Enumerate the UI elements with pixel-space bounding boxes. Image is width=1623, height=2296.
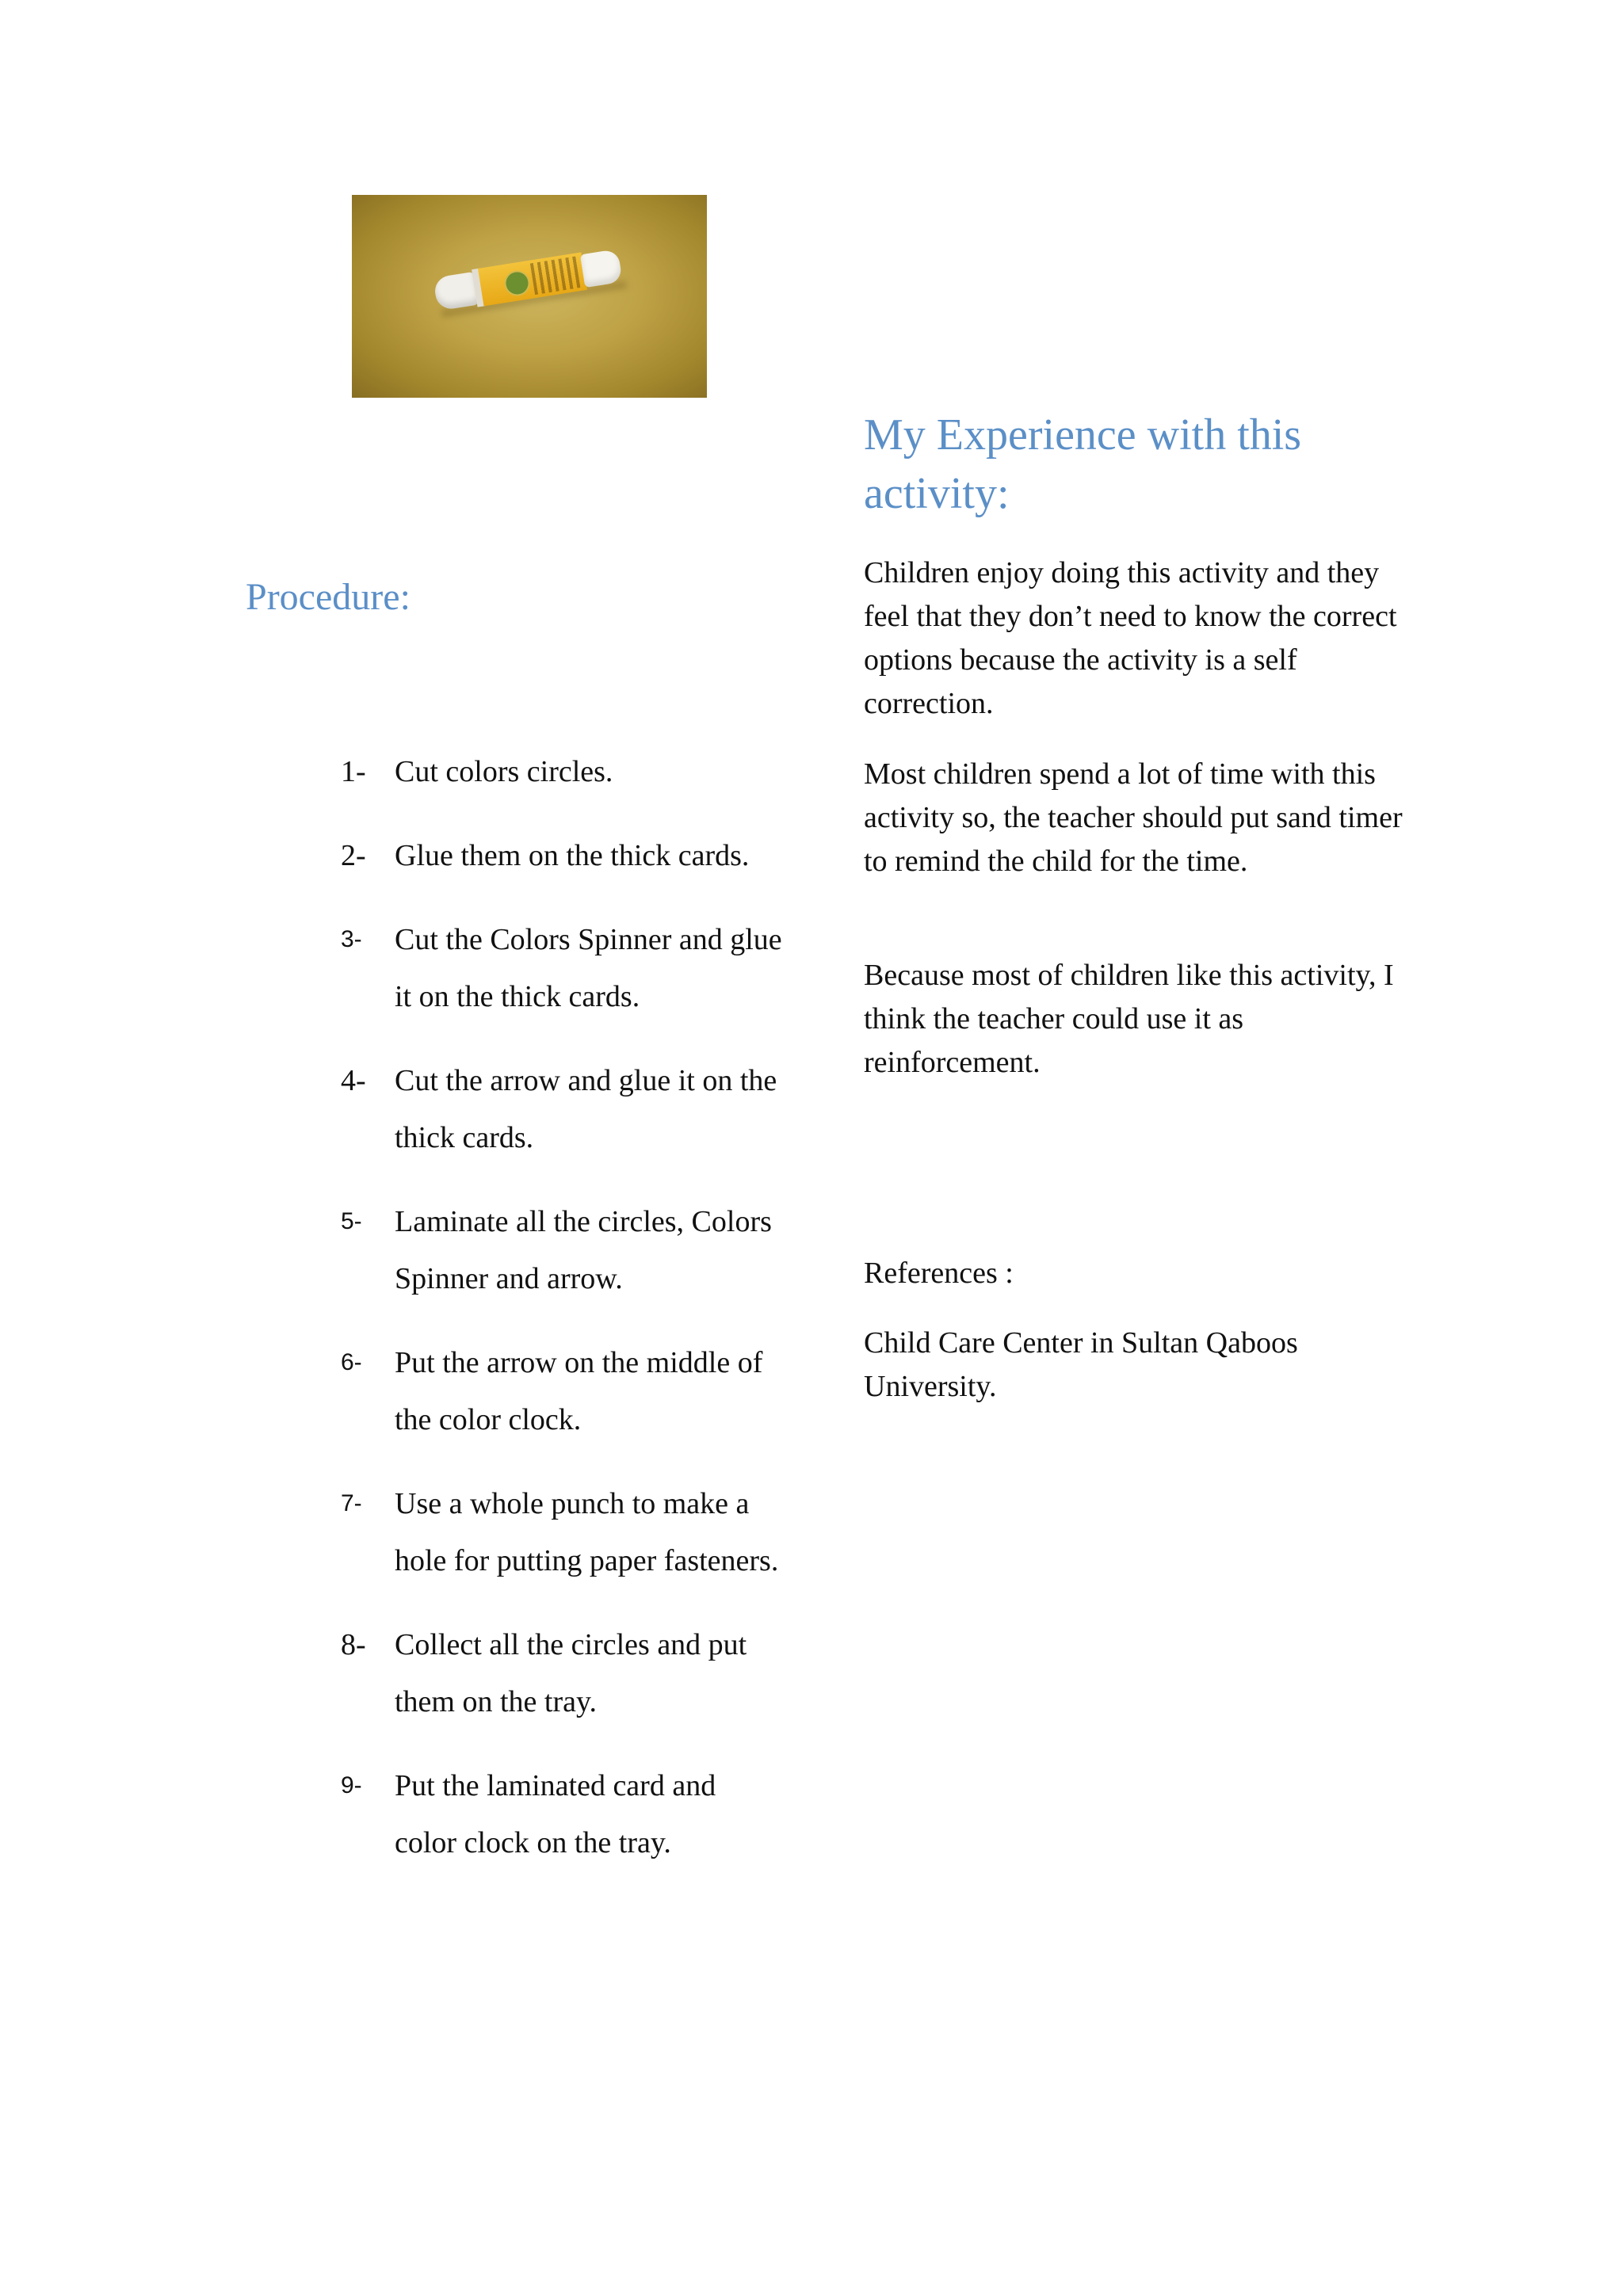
procedure-step [341,1193,785,1307]
procedure-step [341,827,785,884]
step-number: 1- [341,755,366,788]
procedure-step [341,1616,785,1730]
step-number: 6- [341,1349,362,1375]
step-text: Put the arrow on the middle of the color clock. [395,1346,763,1436]
step-number: 3- [341,926,362,952]
procedure-heading: Procedure: [246,576,411,618]
step-text: Glue them on the thick cards. [395,839,750,872]
step-text: Collect all the circles and put them on the tray. [395,1628,747,1718]
step-text: Use a whole punch to make a hole for putting paper fasteners. [395,1487,779,1577]
references-label: References : [864,1257,1014,1290]
step-text: Cut colors circles. [395,755,613,788]
procedure-step [341,1757,785,1871]
experience-paragraph: Most children spend a lot of time with this activity so, the teacher should put sand timer to remind the child for the time. [864,757,1403,878]
references-text: Child Care Center in Sultan Qaboos University. [864,1326,1298,1403]
procedure-step [341,911,785,1025]
step-text: Put the laminated card and color clock on the tray. [395,1769,716,1859]
procedure-step [341,1334,785,1448]
step-text: Cut the Colors Spinner and glue it on the thick cards. [395,923,782,1013]
step-number: 8- [341,1628,366,1661]
procedure-list [341,743,785,1898]
experience-heading: My Experience with this activity: [864,410,1302,518]
step-number: 7- [341,1490,362,1516]
step-number: 2- [341,839,366,872]
experience-paragraph: Children enjoy doing this activity and they feel that they don’t need to know the correct options because the activity is a self correction. [864,556,1397,720]
procedure-step [341,1052,785,1166]
procedure-step [341,1475,785,1589]
glue-stick-illustration [433,246,627,314]
experience-paragraph: Because most of children like this activity, I think the teacher could use it as reinforcement. [864,959,1394,1079]
step-text: Cut the arrow and glue it on the thick cards. [395,1064,777,1154]
step-number: 5- [341,1208,362,1234]
procedure-step [341,743,785,800]
step-number: 4- [341,1064,366,1097]
step-text: Laminate all the circles, Colors Spinner and arrow. [395,1205,772,1295]
glue-stick-photo [352,195,707,398]
step-number: 9- [341,1772,362,1798]
